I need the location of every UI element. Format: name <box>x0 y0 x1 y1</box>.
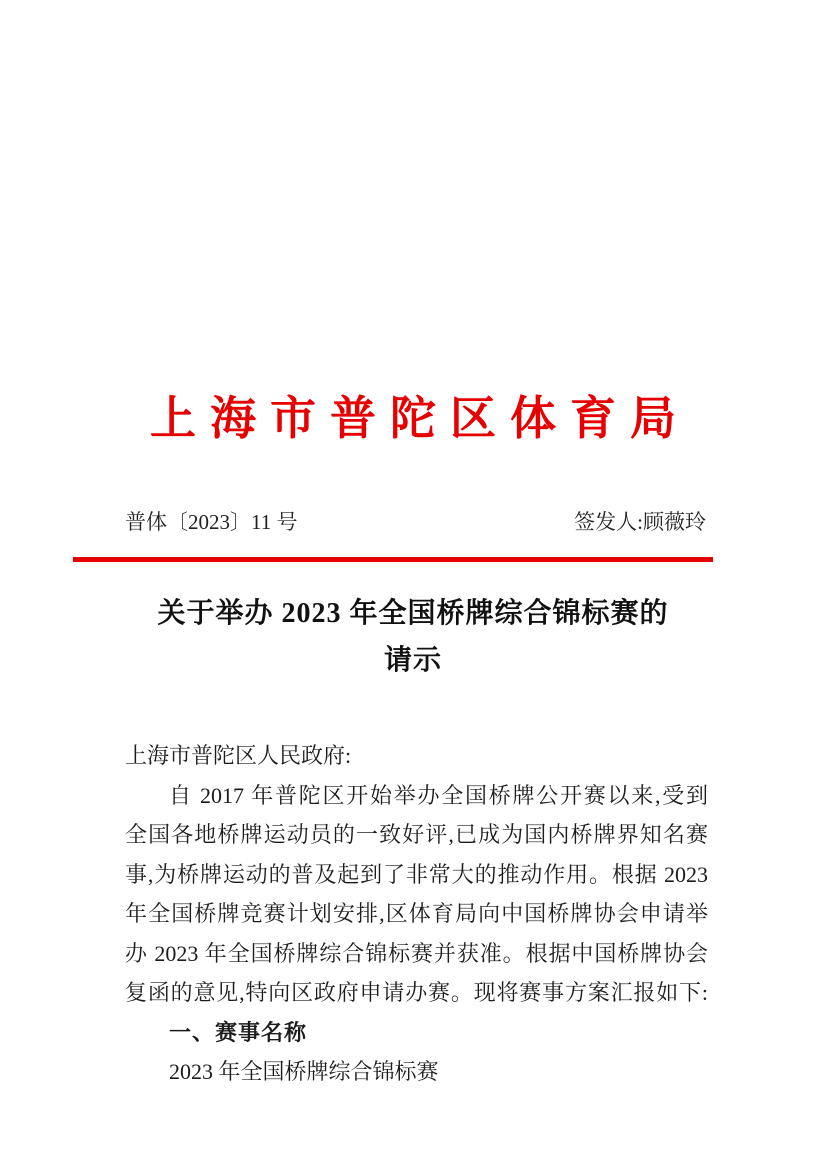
document-body <box>125 736 708 1092</box>
paragraph-line: 全国各地桥牌运动员的一致好评,已成为国内桥牌界知名赛 <box>125 822 708 847</box>
paragraph-line: 办 2023 年全国桥牌综合锦标赛并获准。根据中国桥牌协会 <box>125 940 708 966</box>
issuer-label: 签发人:顾薇玲 <box>574 510 706 534</box>
document-title-line2: 请示 <box>383 645 442 676</box>
paragraph-line: 复函的意见,特向区政府申请办赛。现将赛事方案汇报如下: <box>125 980 708 1005</box>
salutation: 上海市普陀区人民政府: <box>125 743 352 768</box>
section-heading: 一、赛事名称 <box>169 1019 308 1045</box>
paragraph-line: 自 2017 年普陀区开始举办全国桥牌公开赛以来,受到 <box>169 782 708 808</box>
docinfo-row <box>125 504 706 540</box>
doc-number: 普体〔2023〕11 号 <box>125 510 298 534</box>
paragraph-line: 年全国桥牌竞赛计划安排,区体育局向中国桥牌协会申请举 <box>125 901 708 926</box>
agency-masthead: 上海市普陀区体育局 <box>150 393 690 444</box>
section-content: 2023 年全国桥牌综合锦标赛 <box>169 1059 439 1084</box>
document-title <box>0 590 826 684</box>
document-title-line1: 关于举办 2023 年全国桥牌综合锦标赛的 <box>157 598 669 629</box>
paragraph-line: 事,为桥牌运动的普及起到了非常大的推动作用。根据 2023 <box>125 861 708 887</box>
red-separator-rule <box>73 557 713 562</box>
